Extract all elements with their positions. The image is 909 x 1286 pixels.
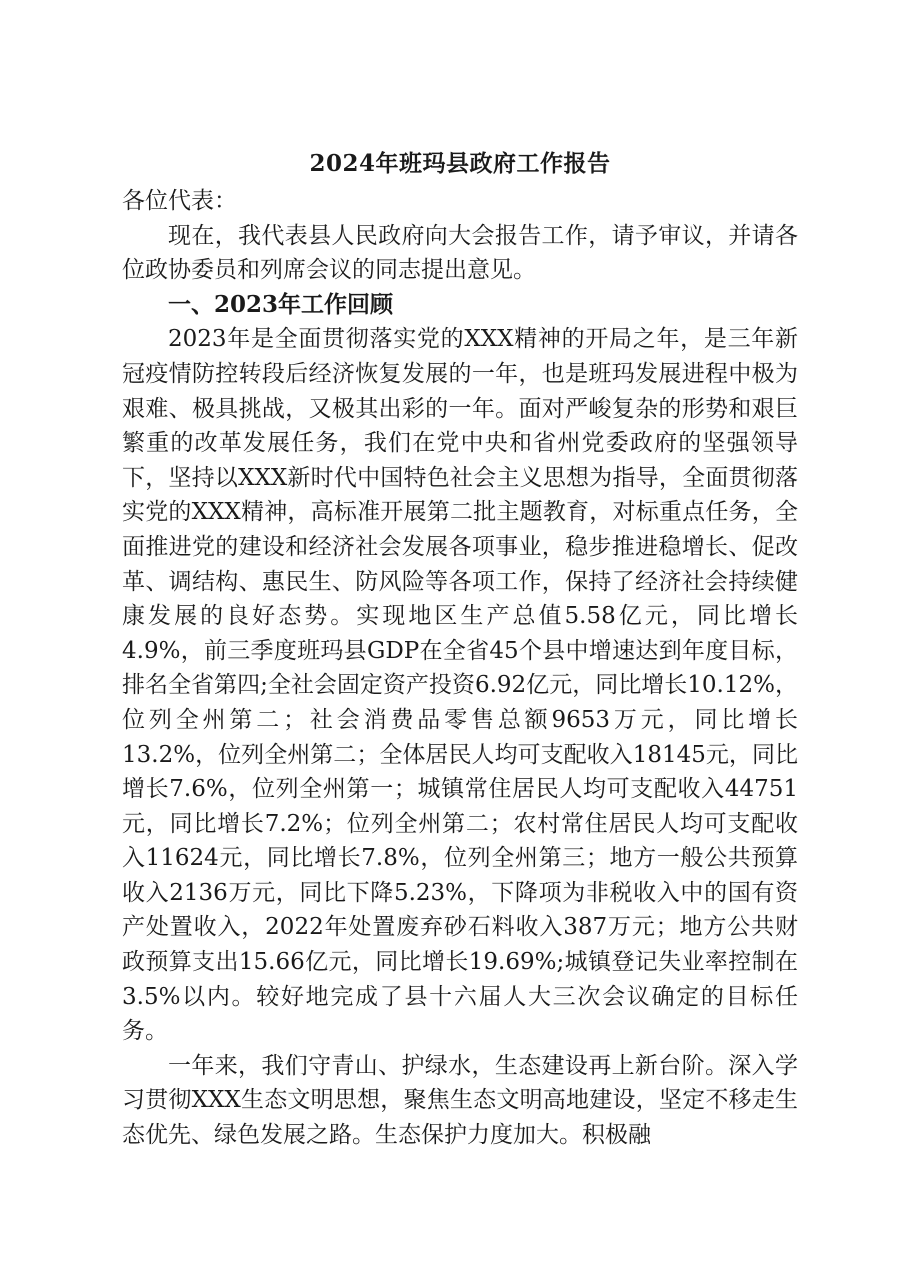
section-heading: 一、2023年工作回顾 [168,290,394,318]
document-body [122,146,798,1153]
body-paragraph-review: 2023年是全面贯彻落实党的XXX精神的开局之年，是三年新冠疫情防控转段后经济恢复发展的一年，也是班玛发展进程中极为艰难、极具挑战，又极其出彩的一年。面对严峻复杂的形势和艰巨繁重的改革发展任务，我们在党中央和省州党委政府的坚强领导下，坚持以XXX新时代中国特色社会主义思想为指导，全面贯彻落实党的XXX精神，高标准开展第二批主题教育，对标重点任务，全面推进党的建设和经济社会发展各项事业，稳步推进稳增长、促改革、调结构、惠民生、防风险等各项工作，保持了经济社会持续健康发展的良好态势。实现地区生产总值5.58亿元，同比增长4.9%，前三季度班玛县GDP在全省45个县中增速达到年度目标，排名全省第四;全社会固定资产投资6.92亿元，同比增长10.12%，位列全州第二；社会消费品零售总额9653万元，同比增长13.2%，位列全州第二；全体居民人均可支配收入18145元，同比增长7.6%，位列全州第一；城镇常住居民人均可支配收入44751元，同比增长7.2%；位列全州第二；农村常住居民人均可支配收入11624元，同比增长7.8%，位列全州第三；地方一般公共预算收入2136万元，同比下降5.23%，下降项为非税收入中的国有资产处置收入，2022年处置废弃砂石料收入387万元；地方公共财政预算支出15.66亿元，同比增长19.69%;城镇登记失业率控制在3.5%以内。较好地完成了县十六届人大三次会议确定的目标任务。 [122,326,798,1045]
body-paragraph-ecology: 一年来，我们守青山、护绿水，生态建设再上新台阶。深入学习贯彻XXX生态文明思想，聚焦生态文明高地建设，坚定不移走生态优先、绿色发展之路。生态保护力度加大。积极融 [122,1052,798,1149]
salutation: 各位代表： [122,188,237,214]
document-title: 2024年班玛县政府工作报告 [309,150,611,177]
opening-paragraph: 现在，我代表县人民政府向大会报告工作，请予审议，并请各位政协委员和列席会议的同志提出意见。 [122,222,798,284]
